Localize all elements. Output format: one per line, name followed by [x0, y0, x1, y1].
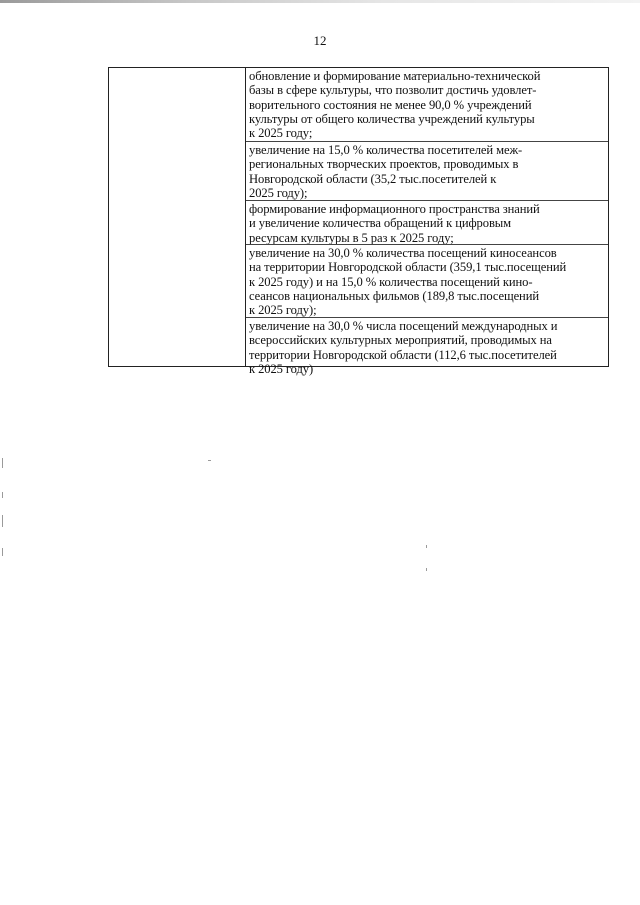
list-item	[246, 244, 608, 317]
entry-line: увеличение на 15,0 % количества посетителей меж-	[249, 143, 523, 157]
entry-line: к 2025 году)	[249, 361, 314, 376]
scan-speck	[208, 460, 211, 461]
list-item	[246, 141, 608, 200]
goals-table	[108, 67, 609, 376]
entry-line: ворительного состояния не менее 90,0 % учреждений	[249, 97, 532, 112]
entry-line: базы в сфере культуры, что позволит достичь удовлет-	[249, 83, 537, 98]
scan-speck	[426, 545, 427, 548]
entry-line: и увеличение количества обращений к цифровым	[249, 216, 512, 231]
list-item	[246, 68, 608, 141]
entry-line: к 2025 году) и на 15,0 % количества посещений кино-	[249, 274, 533, 289]
scan-edge	[0, 0, 640, 3]
scan-speck	[2, 548, 3, 556]
entry-line: к 2025 году);	[249, 303, 317, 318]
scan-speck	[2, 458, 3, 468]
entry-line: всероссийских культурных мероприятий, проводимых на	[249, 333, 552, 348]
list-item	[246, 317, 608, 376]
table-left-cell	[109, 68, 246, 366]
page-number: 12	[313, 33, 327, 48]
list-item	[246, 200, 608, 244]
entry-line: увеличение на 30,0 % количества посещений киносеансов	[249, 246, 557, 260]
entry-line: формирование информационного пространства знаний	[249, 202, 540, 216]
scan-speck	[2, 492, 3, 498]
entry-line: к 2025 году;	[249, 126, 313, 141]
entry-line: территории Новгородской области (112,6 тыс.посетителей	[249, 347, 557, 362]
entry-line: ресурсам культуры в 5 раз к 2025 году;	[249, 230, 454, 245]
entry-line: 2025 году);	[249, 185, 308, 200]
table-right-cell	[246, 68, 608, 376]
entry-line: Новгородской области (35,2 тыс.посетителей к	[249, 171, 497, 186]
entry-line: сеансов национальных фильмов (189,8 тыс.посещений	[249, 288, 539, 303]
scan-speck	[426, 568, 427, 571]
entry-line: увеличение на 30,0 % числа посещений международных и	[249, 319, 558, 333]
entry-line: на территории Новгородской области (359,1 тыс.посещений	[249, 260, 567, 275]
entry-line: региональных творческих проектов, проводимых в	[249, 157, 519, 172]
entry-line: обновление и формирование материально-технической	[249, 69, 541, 83]
entry-line: культуры от общего количества учреждений культуры	[249, 111, 535, 126]
scan-speck	[2, 515, 3, 527]
